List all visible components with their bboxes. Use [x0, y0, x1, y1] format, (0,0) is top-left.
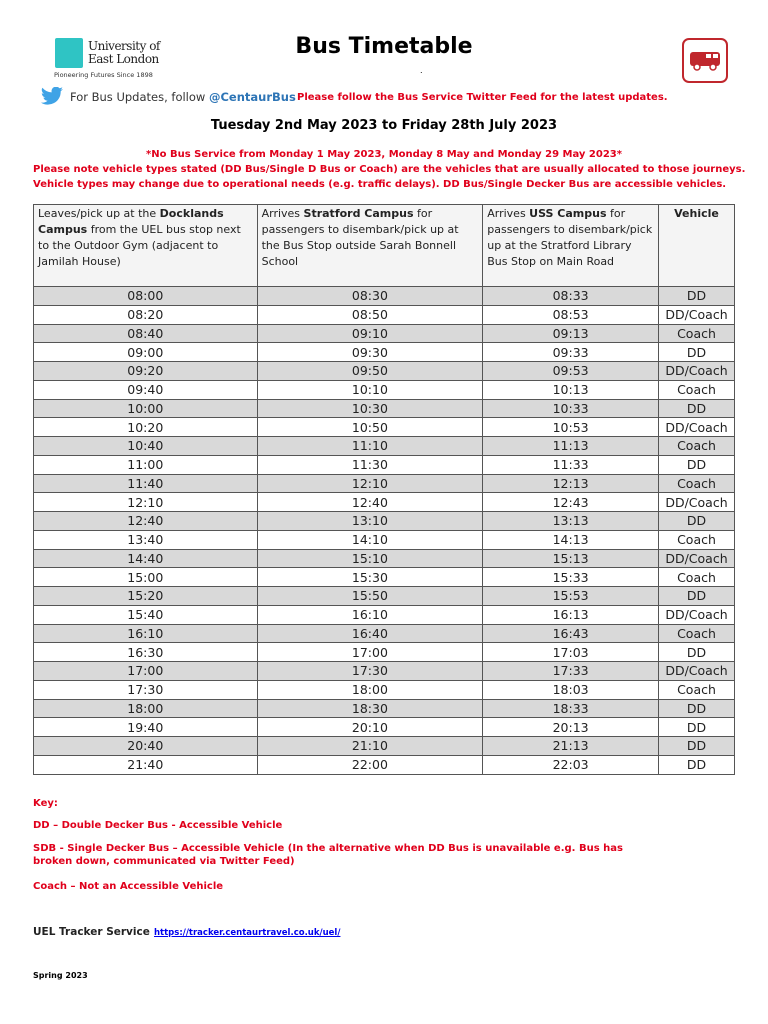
arrives-stratford-cell: 14:10: [257, 530, 483, 549]
vehicle-cell: DD/Coach: [659, 605, 735, 624]
arrives-stratford-cell: 16:40: [257, 624, 483, 643]
table-row: [34, 662, 735, 681]
bus-icon: [682, 38, 728, 83]
arrives-uss-cell: 17:33: [483, 662, 659, 681]
arrives-stratford-cell: 21:10: [257, 737, 483, 756]
vehicle-cell: Coach: [659, 568, 735, 587]
arrives-uss-cell: 16:43: [483, 624, 659, 643]
arrives-uss-cell: 22:03: [483, 755, 659, 774]
vehicle-cell: Coach: [659, 624, 735, 643]
arrives-uss-cell: 11:13: [483, 437, 659, 456]
departs-docklands-cell: 17:00: [34, 662, 258, 681]
twitter-follow-text: For Bus Updates, follow @CentaurBus: [70, 90, 296, 104]
arrives-stratford-cell: 11:10: [257, 437, 483, 456]
arrives-stratford-cell: 12:40: [257, 493, 483, 512]
arrives-uss-cell: 20:13: [483, 718, 659, 737]
key-coach: Coach – Not an Accessible Vehicle: [33, 881, 224, 892]
table-row: [34, 455, 735, 474]
departs-docklands-cell: 09:00: [34, 343, 258, 362]
vehicle-cell: DD: [659, 455, 735, 474]
arrives-uss-cell: 15:53: [483, 587, 659, 606]
vehicle-cell: DD: [659, 399, 735, 418]
vehicle-cell: DD/Coach: [659, 305, 735, 324]
departs-docklands-cell: 15:20: [34, 587, 258, 606]
vehicle-cell: DD/Coach: [659, 418, 735, 437]
table-row: [34, 380, 735, 399]
departs-docklands-cell: 11:40: [34, 474, 258, 493]
table-row: [34, 512, 735, 531]
table-row: [34, 287, 735, 306]
table-row: [34, 680, 735, 699]
table-row: [34, 699, 735, 718]
departs-docklands-cell: 16:30: [34, 643, 258, 662]
arrives-uss-cell: 12:43: [483, 493, 659, 512]
vehicle-cell: Coach: [659, 680, 735, 699]
arrives-stratford-cell: 17:00: [257, 643, 483, 662]
departs-docklands-cell: 21:40: [34, 755, 258, 774]
table-row: [34, 362, 735, 381]
arrives-stratford-cell: 15:50: [257, 587, 483, 606]
vehicle-cell: Coach: [659, 530, 735, 549]
arrives-stratford-cell: 22:00: [257, 755, 483, 774]
vehicle-cell: DD/Coach: [659, 493, 735, 512]
footer-term: Spring 2023: [33, 971, 88, 980]
arrives-stratford-cell: 12:10: [257, 474, 483, 493]
arrives-stratford-cell: 13:10: [257, 512, 483, 531]
arrives-uss-cell: 18:33: [483, 699, 659, 718]
table-row: [34, 324, 735, 343]
departs-docklands-cell: 17:30: [34, 680, 258, 699]
tracker-link[interactable]: https://tracker.centaurtravel.co.uk/uel/: [154, 928, 341, 938]
vehicle-cell: DD: [659, 737, 735, 756]
departs-docklands-cell: 12:10: [34, 493, 258, 512]
page-title: Bus Timetable: [295, 34, 473, 59]
arrives-stratford-cell: 15:10: [257, 549, 483, 568]
arrives-uss-cell: 12:13: [483, 474, 659, 493]
departs-docklands-cell: 15:00: [34, 568, 258, 587]
vehicle-cell: DD: [659, 755, 735, 774]
vehicle-cell: DD: [659, 699, 735, 718]
arrives-uss-cell: 09:53: [483, 362, 659, 381]
column-header: Arrives USS Campus for passengers to disembark/pick up at the Stratford Library Bus Stop on Main Road: [483, 205, 659, 287]
table-row: [34, 605, 735, 624]
arrives-stratford-cell: 11:30: [257, 455, 483, 474]
column-header: Arrives Stratford Campus for passengers to disembark/pick up at the Bus Stop outside Sarah Bonnell School: [257, 205, 483, 287]
arrives-uss-cell: 08:33: [483, 287, 659, 306]
table-row: [34, 474, 735, 493]
table-row: [34, 418, 735, 437]
departs-docklands-cell: 09:40: [34, 380, 258, 399]
vehicle-cell: DD: [659, 287, 735, 306]
table-row: [34, 587, 735, 606]
feed-note: Please follow the Bus Service Twitter Feed for the latest updates.: [297, 92, 668, 103]
key-sdb: SDB - Single Decker Bus – Accessible Vehicle (In the alternative when DD Bus is unavailable e.g. Bus has broken down, communicated via Twitter Feed): [33, 843, 623, 867]
table-row: [34, 718, 735, 737]
table-row: [34, 755, 735, 774]
key-dd: DD – Double Decker Bus - Accessible Vehicle: [33, 820, 283, 831]
arrives-uss-cell: 13:13: [483, 512, 659, 531]
table-row: [34, 549, 735, 568]
departs-docklands-cell: 19:40: [34, 718, 258, 737]
departs-docklands-cell: 12:40: [34, 512, 258, 531]
column-header: Leaves/pick up at the Docklands Campus from the UEL bus stop next to the Outdoor Gym (adjacent to Jamilah House): [34, 205, 258, 287]
arrives-stratford-cell: 18:00: [257, 680, 483, 699]
arrives-stratford-cell: 18:30: [257, 699, 483, 718]
arrives-stratford-cell: 09:10: [257, 324, 483, 343]
vehicle-cell: DD: [659, 587, 735, 606]
twitter-handle-link[interactable]: @CentaurBus: [208, 90, 296, 104]
departs-docklands-cell: 08:00: [34, 287, 258, 306]
table-row: [34, 437, 735, 456]
departs-docklands-cell: 18:00: [34, 699, 258, 718]
arrives-uss-cell: 21:13: [483, 737, 659, 756]
departs-docklands-cell: 11:00: [34, 455, 258, 474]
departs-docklands-cell: 10:00: [34, 399, 258, 418]
arrives-uss-cell: 15:13: [483, 549, 659, 568]
arrives-stratford-cell: 08:30: [257, 287, 483, 306]
arrives-uss-cell: 09:33: [483, 343, 659, 362]
table-row: [34, 493, 735, 512]
arrives-uss-cell: 10:33: [483, 399, 659, 418]
vehicle-cell: Coach: [659, 474, 735, 493]
key-title: Key:: [33, 798, 58, 809]
departs-docklands-cell: 09:20: [34, 362, 258, 381]
table-row: [34, 530, 735, 549]
table-row: [34, 399, 735, 418]
departs-docklands-cell: 13:40: [34, 530, 258, 549]
table-row: [34, 343, 735, 362]
vehicle-note: Please note vehicle types stated (DD Bus/Single D Bus or Coach) are the vehicles that are usually allocated to those journeys.: [33, 164, 746, 175]
vehicle-cell: DD/Coach: [659, 549, 735, 568]
date-range: Tuesday 2nd May 2023 to Friday 28th July 2023: [210, 118, 558, 133]
arrives-stratford-cell: 17:30: [257, 662, 483, 681]
timetable: [33, 204, 735, 775]
vehicle-cell: DD/Coach: [659, 662, 735, 681]
twitter-icon: [40, 87, 64, 111]
arrives-stratford-cell: 09:30: [257, 343, 483, 362]
arrives-uss-cell: 16:13: [483, 605, 659, 624]
departs-docklands-cell: 16:10: [34, 624, 258, 643]
arrives-stratford-cell: 20:10: [257, 718, 483, 737]
arrives-stratford-cell: 08:50: [257, 305, 483, 324]
table-row: [34, 737, 735, 756]
arrives-uss-cell: 14:13: [483, 530, 659, 549]
column-header: Vehicle: [659, 205, 735, 287]
vehicle-cell: DD: [659, 343, 735, 362]
accessibility-note: Vehicle types may change due to operational needs (e.g. traffic delays). DD Bus/Single Decker Bus are accessible vehicles.: [33, 179, 727, 190]
arrives-stratford-cell: 10:30: [257, 399, 483, 418]
arrives-uss-cell: 10:13: [483, 380, 659, 399]
arrives-stratford-cell: 10:50: [257, 418, 483, 437]
departs-docklands-cell: 10:40: [34, 437, 258, 456]
arrives-stratford-cell: 16:10: [257, 605, 483, 624]
dot: .: [420, 66, 423, 75]
arrives-uss-cell: 18:03: [483, 680, 659, 699]
departs-docklands-cell: 15:40: [34, 605, 258, 624]
logo-tagline: Pioneering Futures Since 1898: [54, 71, 153, 79]
departs-docklands-cell: 14:40: [34, 549, 258, 568]
departs-docklands-cell: 08:20: [34, 305, 258, 324]
arrives-uss-cell: 10:53: [483, 418, 659, 437]
arrives-stratford-cell: 15:30: [257, 568, 483, 587]
arrives-stratford-cell: 09:50: [257, 362, 483, 381]
arrives-stratford-cell: 10:10: [257, 380, 483, 399]
departs-docklands-cell: 08:40: [34, 324, 258, 343]
arrives-uss-cell: 15:33: [483, 568, 659, 587]
vehicle-cell: Coach: [659, 437, 735, 456]
no-service-note: *No Bus Service from Monday 1 May 2023, Monday 8 May and Monday 29 May 2023*: [146, 149, 622, 160]
vehicle-cell: DD: [659, 643, 735, 662]
table-row: [34, 624, 735, 643]
arrives-uss-cell: 09:13: [483, 324, 659, 343]
table-row: [34, 643, 735, 662]
arrives-uss-cell: 11:33: [483, 455, 659, 474]
vehicle-cell: DD/Coach: [659, 362, 735, 381]
vehicle-cell: Coach: [659, 324, 735, 343]
departs-docklands-cell: 20:40: [34, 737, 258, 756]
table-row: [34, 305, 735, 324]
departs-docklands-cell: 10:20: [34, 418, 258, 437]
table-row: [34, 568, 735, 587]
vehicle-cell: DD: [659, 512, 735, 531]
arrives-uss-cell: 17:03: [483, 643, 659, 662]
arrives-uss-cell: 08:53: [483, 305, 659, 324]
vehicle-cell: DD: [659, 718, 735, 737]
logo-name: University of East London: [88, 39, 160, 66]
tracker-label: UEL Tracker Service: [33, 926, 150, 938]
vehicle-cell: Coach: [659, 380, 735, 399]
